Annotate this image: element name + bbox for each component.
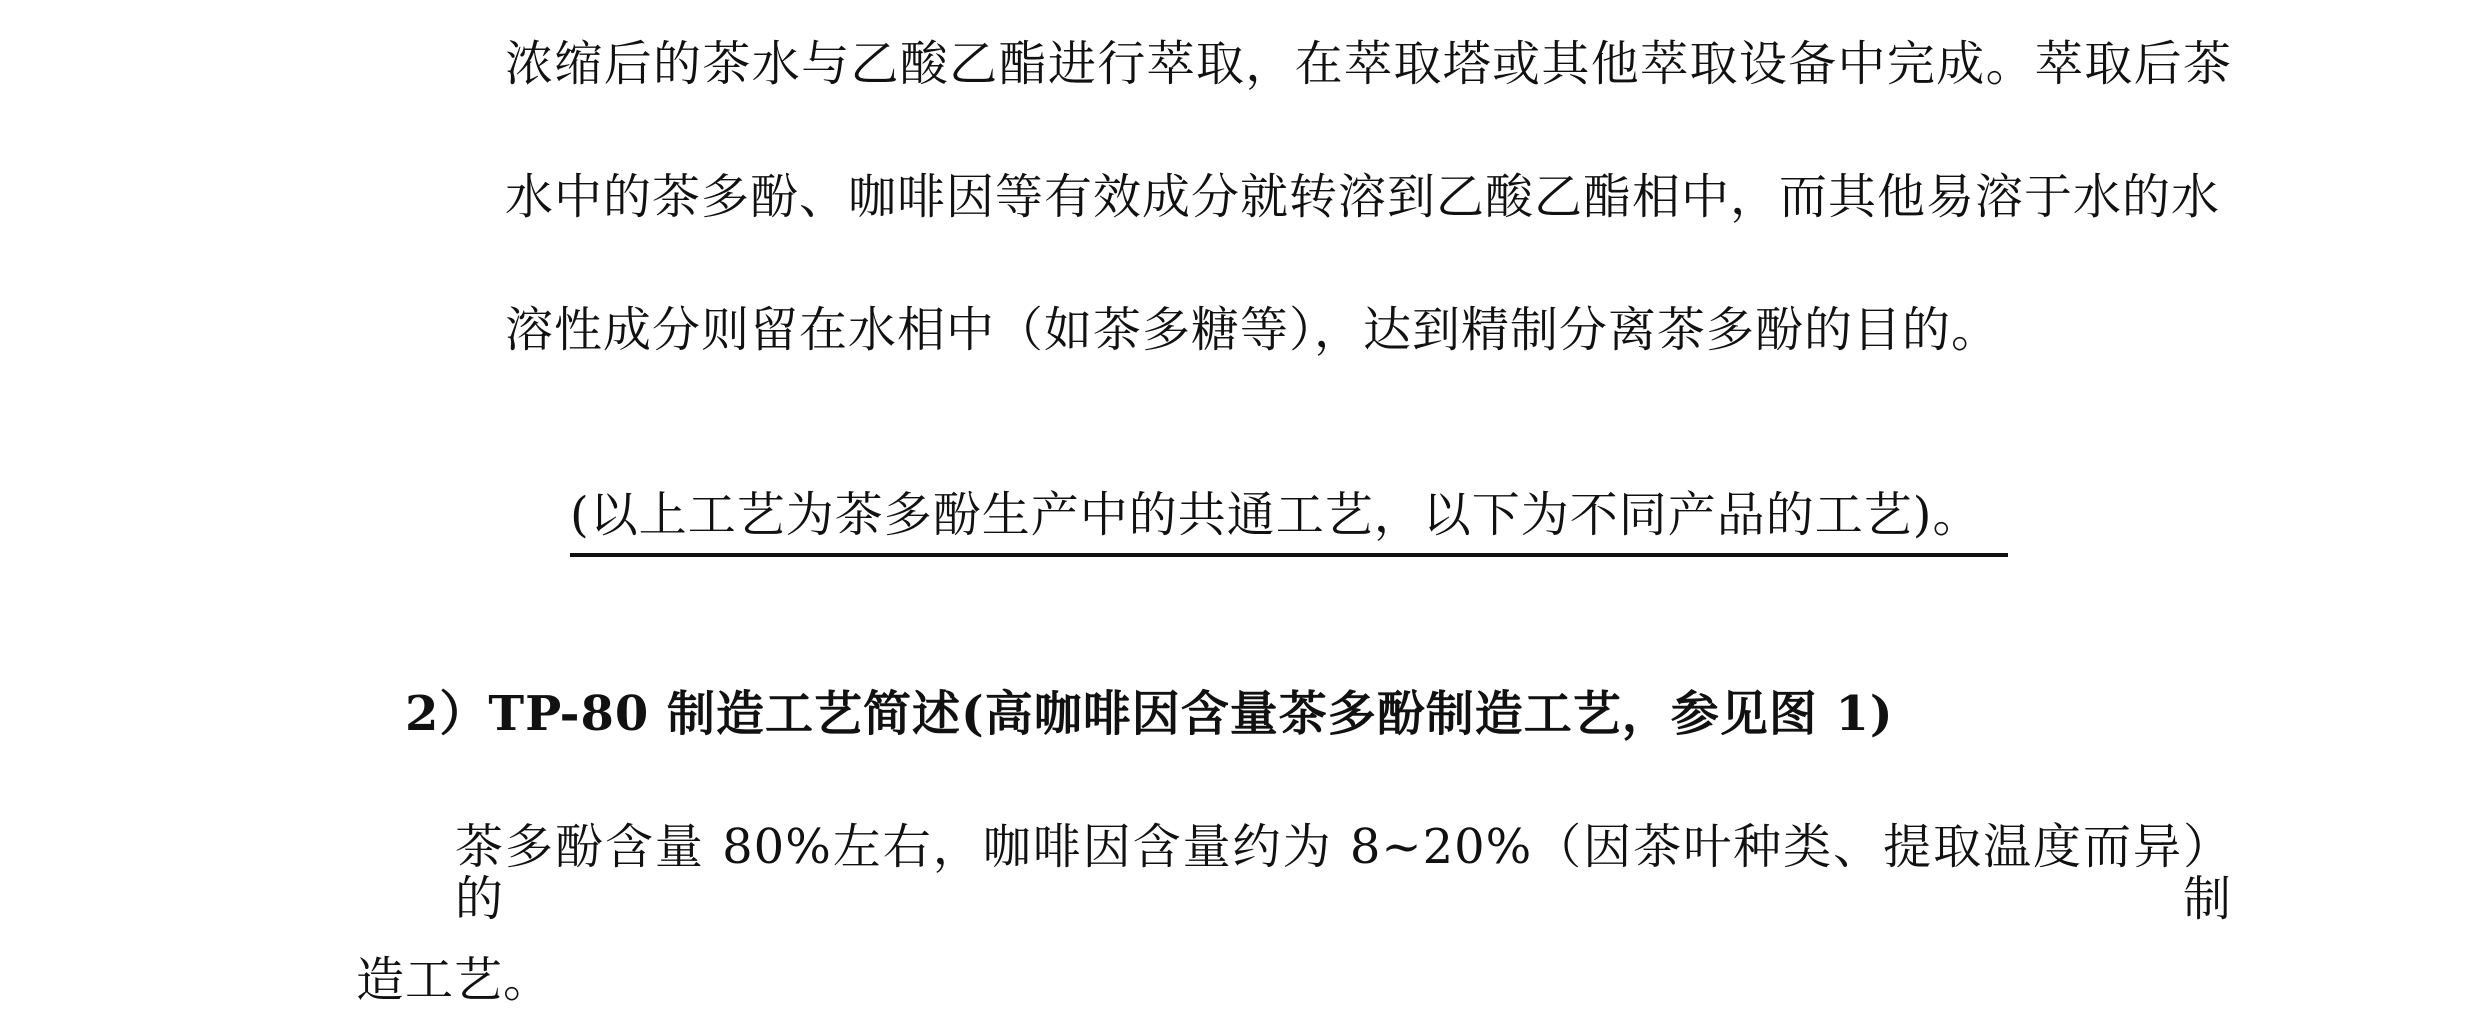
- para1-line-3: 溶性成分则留在水相中（如茶多糖等），达到精制分离茶多酚的目的。: [505, 302, 2001, 358]
- para2-line-1: 茶多酚含量 80%左右，咖啡因含量约为 8~20%（因茶叶种类、提取温度而异）的制: [455, 819, 2232, 927]
- underlined-note: [505, 437, 2008, 609]
- para2-line-2: 造工艺。: [356, 952, 553, 1008]
- underlined-note-text: (以上工艺为茶多酚生产中的共通工艺，以下为不同产品的工艺)。: [570, 489, 2007, 557]
- para1-line-2: 水中的茶多酚、咖啡因等有效成分就转溶到乙酸乙酯相中，而其他易溶于水的水: [505, 169, 2221, 225]
- section-heading: 2）TP-80 制造工艺简述(高咖啡因含量茶多酚制造工艺，参见图 1): [405, 686, 1894, 742]
- para1-line-1: 浓缩后的茶水与乙酸乙酯进行萃取，在萃取塔或其他萃取设备中完成。萃取后茶: [505, 36, 2232, 92]
